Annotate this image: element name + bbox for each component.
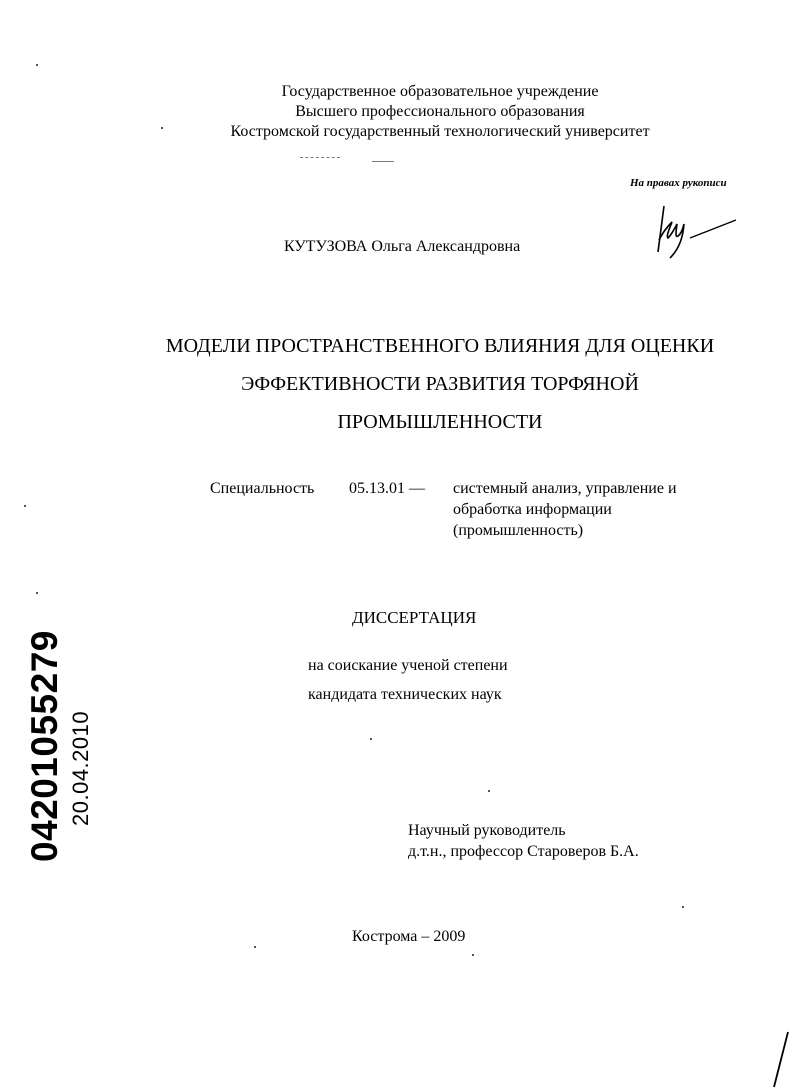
institution-header [0, 82, 792, 142]
supervisor-label: Научный руководитель [408, 822, 566, 839]
scan-speck [36, 592, 38, 594]
supervisor-name: д.т.н., профессор Староверов Б.А. [408, 843, 639, 860]
stamp-date: 20.04.2010 [68, 710, 93, 826]
scan-speck [24, 505, 26, 507]
manuscript-note: На правах рукописи [630, 177, 727, 189]
scan-speck [682, 906, 684, 908]
scan-speck [254, 946, 256, 948]
title-line-3: ПРОМЫШЛЕННОСТИ [337, 411, 543, 433]
document-type: ДИССЕРТАЦИЯ [352, 608, 477, 627]
specialty-line-1: системный анализ, управление и [453, 480, 677, 497]
specialty-line-3: (промышленность) [453, 522, 584, 539]
signature [650, 200, 740, 260]
specialty-description [453, 478, 677, 541]
place-year: Кострома – 2009 [352, 928, 466, 945]
scan-speck [161, 127, 163, 129]
degree-line-1: на соискание ученой степени [308, 657, 508, 674]
title-line-1: МОДЕЛИ ПРОСТРАНСТВЕННОГО ВЛИЯНИЯ ДЛЯ ОЦЕНКИ [165, 335, 715, 357]
scan-margin-line [760, 1030, 790, 1089]
specialty-label: Специальность [210, 480, 315, 497]
degree-block [308, 651, 508, 709]
supervisor-block [408, 820, 639, 862]
degree-line-2: кандидата технических наук [308, 686, 502, 703]
stamp-number: 04201055279 [24, 630, 65, 862]
scan-speck [36, 64, 38, 66]
scan-speck [370, 738, 372, 740]
institution-line-2: Высшего профессионального образования [295, 103, 585, 120]
dissertation-title [0, 327, 792, 441]
scan-mark [300, 157, 340, 158]
scan-speck [472, 954, 474, 956]
institution-line-1: Государственное образовательное учреждение [281, 83, 599, 100]
scan-mark [372, 161, 394, 162]
specialty-line-2: обработка информации [453, 501, 612, 518]
title-line-2: ЭФФЕКТИВНОСТИ РАЗВИТИЯ ТОРФЯНОЙ [241, 373, 639, 395]
institution-line-3: Костромской государственный технологический университет [230, 123, 650, 140]
scan-speck [488, 790, 490, 792]
specialty-code: 05.13.01 — [349, 480, 425, 497]
author-name: КУТУЗОВА Ольга Александровна [284, 238, 521, 255]
